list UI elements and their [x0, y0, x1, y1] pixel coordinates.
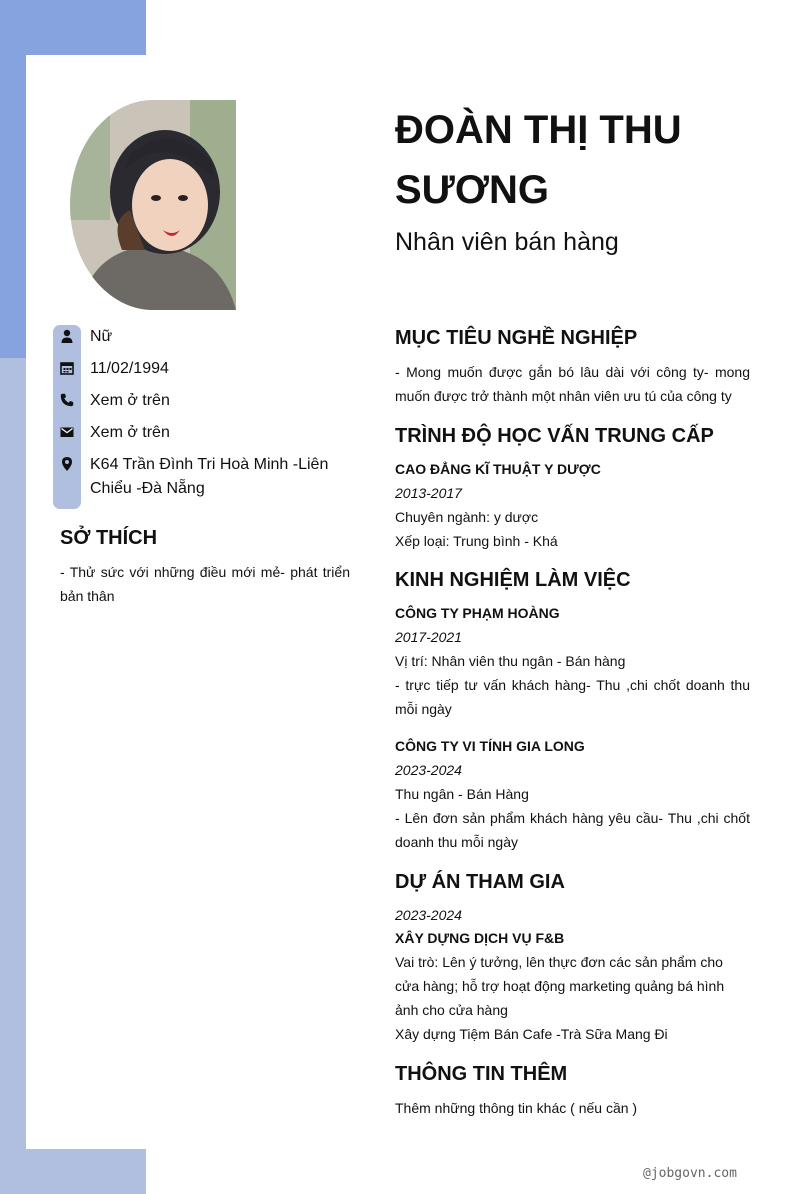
job-description: - trực tiếp tư vấn khách hàng- Thu ,chi chốt doanh thu mỗi ngày	[395, 677, 750, 717]
hobbies-title: SỞ THÍCH	[60, 527, 158, 549]
email-text: Xem ở trên	[90, 424, 170, 441]
job-period: 2023-2024	[395, 762, 462, 778]
job-role: Vị trí: Nhân viên thu ngân - Bán hàng	[395, 653, 626, 669]
education-title: TRÌNH ĐỘ HỌC VẤN TRUNG CẤP	[395, 425, 714, 447]
job-title: Nhân viên bán hàng	[395, 228, 619, 256]
project-period: 2023-2024	[395, 907, 462, 923]
education-school: CAO ĐẲNG KĨ THUẬT Y DƯỢC	[395, 461, 601, 477]
job-company: CÔNG TY PHẠM HOÀNG	[395, 605, 560, 621]
decor-block-bottom	[26, 1149, 146, 1194]
objective-text: - Mong muốn được gắn bó lâu dài với công ty- mong muốn được trở thành một nhân viên ưu tú của công ty	[395, 364, 750, 404]
education-grade: Xếp loại: Trung bình - Khá	[395, 533, 558, 549]
experience-title: KINH NGHIỆM LÀM VIỆC	[395, 569, 631, 591]
calendar-icon	[59, 360, 75, 376]
mail-icon	[59, 424, 75, 440]
decor-strip-left	[0, 358, 26, 1194]
job-period: 2017-2021	[395, 629, 462, 645]
birthdate-text: 11/02/1994	[90, 360, 169, 377]
contact-icon-bar	[53, 325, 81, 509]
projects-title: DỰ ÁN THAM GIA	[395, 871, 565, 893]
project-name: XÂY DỰNG DỊCH VỤ F&B	[395, 930, 565, 946]
education-period: 2013-2017	[395, 485, 462, 501]
extra-info-title: THÔNG TIN THÊM	[395, 1063, 568, 1085]
watermark: @jobgovn.com	[643, 1166, 737, 1181]
project-detail: Xây dựng Tiệm Bán Cafe -Trà Sữa Mang Đi	[395, 1026, 668, 1042]
location-pin-icon	[59, 456, 75, 472]
profile-photo	[70, 100, 236, 310]
job-company: CÔNG TY VI TÍNH GIA LONG	[395, 738, 585, 754]
extra-info-text: Thêm những thông tin khác ( nếu cần )	[395, 1100, 638, 1116]
education-major: Chuyên ngành: y dược	[395, 509, 539, 525]
person-icon	[59, 328, 75, 344]
phone-text: Xem ở trên	[90, 392, 170, 409]
address-text: K64 Trần Đình Tri Hoà Minh -Liên Chiểu -Đà Nẵng	[90, 456, 329, 497]
job-description: - Lên đơn sản phẩm khách hàng yêu cầu- Thu ,chi chốt doanh thu mỗi ngày	[395, 810, 750, 850]
hobbies-text: - Thử sức với những điều mới mẻ- phát triển bản thân	[60, 564, 350, 604]
candidate-name: ĐOÀN THỊ THU SƯƠNG	[395, 108, 682, 212]
gender-text: Nữ	[90, 328, 113, 345]
objective-title: MỤC TIÊU NGHỀ NGHIỆP	[395, 327, 638, 349]
job-role: Thu ngân - Bán Hàng	[395, 786, 529, 802]
phone-icon	[59, 392, 75, 408]
project-role: Vai trò: Lên ý tưởng, lên thực đơn các sản phẩm cho cửa hàng; hỗ trợ hoạt động marketing quảng bá hình ảnh cho cửa hàng	[395, 954, 725, 1018]
